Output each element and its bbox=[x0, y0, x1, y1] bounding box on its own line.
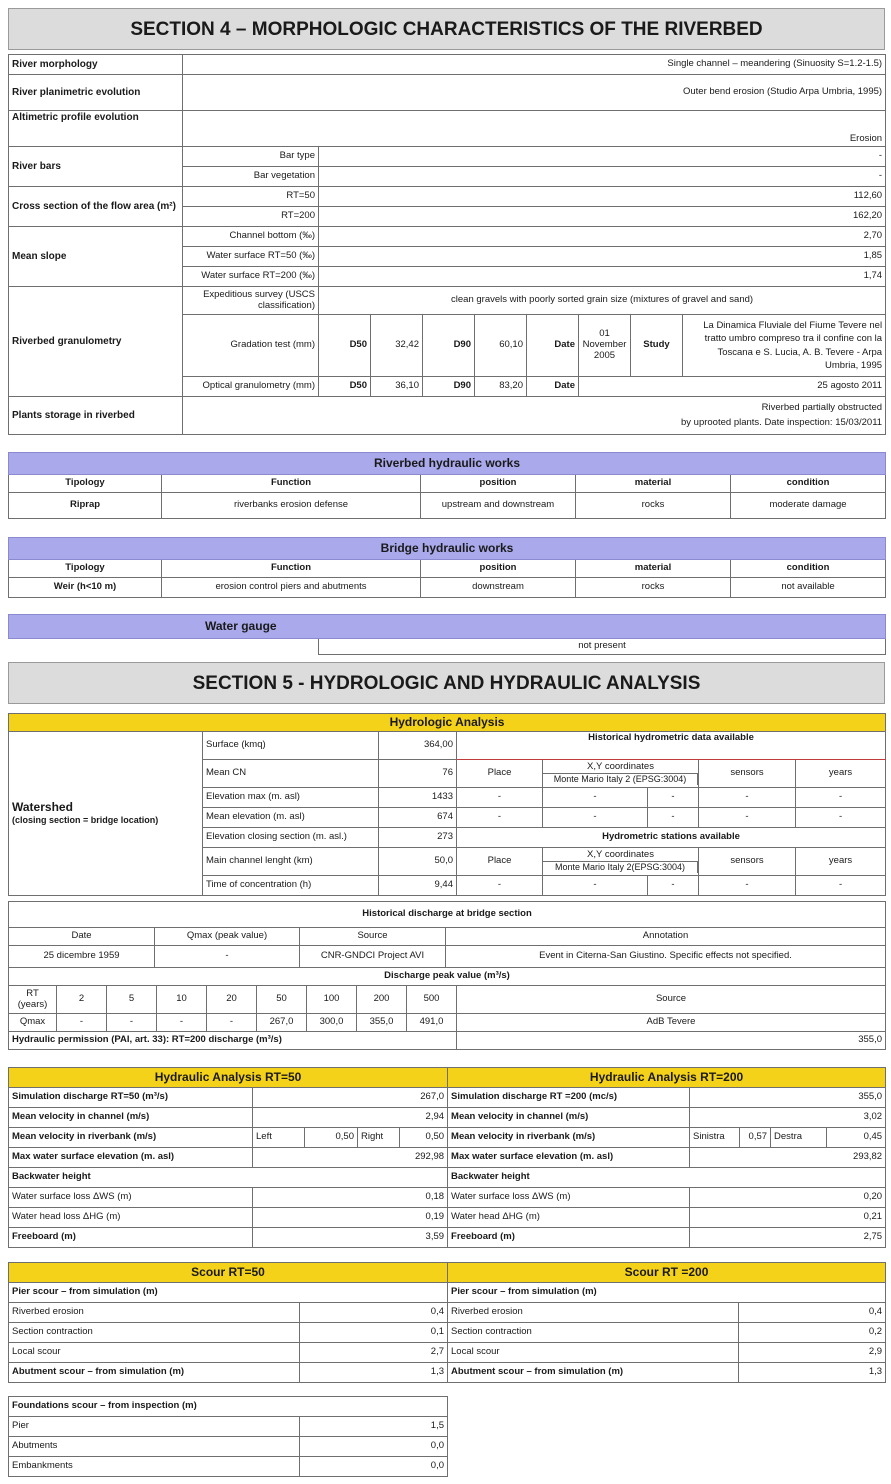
scour50-title: Scour RT=50 bbox=[9, 1263, 448, 1283]
planimetric-value: Outer bend erosion (Studio Arpa Umbria, 1995) bbox=[183, 75, 886, 111]
qmax-value: 355,0 bbox=[357, 1014, 407, 1032]
found-pier-label: Pier bbox=[9, 1417, 300, 1437]
planimetric-label: River planimetric evolution bbox=[9, 75, 183, 111]
s50-abutment-value: 1,3 bbox=[300, 1363, 448, 1383]
slope-channel-label: Channel bottom (‰) bbox=[183, 227, 319, 247]
altimetric-label: Altimetric profile evolution bbox=[9, 111, 183, 147]
morphology-label: River morphology bbox=[9, 55, 183, 75]
d90-label: D90 bbox=[423, 315, 475, 377]
historical-discharge-table bbox=[8, 901, 885, 968]
riverbed-works-table bbox=[8, 452, 885, 519]
plants-value bbox=[183, 397, 886, 435]
water-gauge-value: not present bbox=[319, 639, 886, 655]
h200-ws-label: Max water surface elevation (m. asl) bbox=[448, 1148, 690, 1168]
study-label: Study bbox=[631, 315, 683, 377]
peak-title: Discharge peak value (m³/s) bbox=[9, 968, 886, 986]
gradation-label: Gradation test (mm) bbox=[183, 315, 319, 377]
h50-free-label: Freeboard (m) bbox=[9, 1228, 253, 1248]
s50-contraction-value: 0,1 bbox=[300, 1323, 448, 1343]
section5-title: SECTION 5 - HYDROLOGIC AND HYDRAULIC ANALYSIS bbox=[8, 662, 885, 704]
st-coords-title: X,Y coordinates bbox=[587, 849, 654, 861]
s50-local-label: Local scour bbox=[9, 1343, 300, 1363]
param-value: 76 bbox=[379, 760, 457, 788]
bw-header-function: Function bbox=[162, 560, 421, 578]
st-coords-sub: Monte Mario Italy 2(EPSG:3004) bbox=[543, 861, 698, 872]
permission-label: Hydraulic permission (PAI, art. 33): RT=200 discharge (m³/s) bbox=[9, 1032, 457, 1050]
bar-type-value: - bbox=[319, 147, 886, 167]
rw-position: upstream and downstream bbox=[421, 493, 576, 519]
slope-ws200-label: Water surface RT=200 (‰) bbox=[183, 267, 319, 287]
h50-right-value: 0,50 bbox=[400, 1128, 448, 1148]
h50-head-value: 0,19 bbox=[253, 1208, 448, 1228]
s50-abutment-label: Abutment scour – from simulation (m) bbox=[9, 1363, 300, 1383]
hydrologic-table: Hydrologic Analysis Watershed (closing section = bridge location) Surface (kmq) 364,00 Historical hydrometric data available Mean CN 76 Place X,Y coordinates Monte Mario Italy 2 (EPSG:3004) sensors years Elevation max (m. asl) 1433 - - - - - Mean elevation (m. asl) 674 - - - - - Elevation closing section (m. asl.) 273 Hydrometric stations available Main channel lenght (km) 50,0 Place X,Y coordinates Monte Mario Italy 2(EPSG:3004) sensors years Time of concentration (h) 9,44 - - - - - bbox=[8, 713, 885, 896]
h50-bank-label: Mean velocity in riverbank (m/s) bbox=[9, 1128, 253, 1148]
riverbed-works-title: Riverbed hydraulic works bbox=[9, 453, 886, 475]
st-place-header: Place bbox=[457, 848, 543, 876]
opt-date-value: 25 agosto 2011 bbox=[579, 377, 886, 397]
rw-condition: moderate damage bbox=[731, 493, 886, 519]
hist-annotation-header: Annotation bbox=[446, 928, 886, 946]
cross-rt200-label: RT=200 bbox=[183, 207, 319, 227]
bar-veg-value: - bbox=[319, 167, 886, 187]
slope-ws200-value: 1,74 bbox=[319, 267, 886, 287]
h200-backwater-label: Backwater height bbox=[448, 1168, 886, 1188]
h200-right-value: 0,45 bbox=[827, 1128, 886, 1148]
param-label: Elevation max (m. asl) bbox=[203, 788, 379, 808]
hist-qmax: - bbox=[155, 946, 300, 968]
hist-place-header: Place bbox=[457, 760, 543, 788]
cross-rt200-value: 162,20 bbox=[319, 207, 886, 227]
plants-value-line2: by uprooted plants. Date inspection: 15/03/2011 bbox=[681, 416, 883, 428]
table-row bbox=[9, 493, 886, 519]
h200-head-label: Water head ΔHG (m) bbox=[448, 1208, 690, 1228]
rw-header-function: Function bbox=[162, 475, 421, 493]
param-label: Surface (kmq) bbox=[203, 732, 379, 760]
slope-ws50-value: 1,85 bbox=[319, 247, 886, 267]
table-row bbox=[9, 946, 886, 968]
bridge-works-title: Bridge hydraulic works bbox=[9, 538, 886, 560]
h200-ws-value: 293,82 bbox=[690, 1148, 886, 1168]
s50-contraction-label: Section contraction bbox=[9, 1323, 300, 1343]
s200-local-label: Local scour bbox=[448, 1343, 739, 1363]
expeditious-label: Expeditious survey (USCS classification) bbox=[183, 287, 319, 315]
slope-label: Mean slope bbox=[9, 227, 183, 287]
slope-channel-value: 2,70 bbox=[319, 227, 886, 247]
slope-ws50-label: Water surface RT=50 (‰) bbox=[183, 247, 319, 267]
scour200-title: Scour RT =200 bbox=[448, 1263, 886, 1283]
param-label: Mean CN bbox=[203, 760, 379, 788]
opt-d90-value: 83,20 bbox=[475, 377, 527, 397]
h50-sim-label: Simulation discharge RT=50 (m³/s) bbox=[9, 1088, 253, 1108]
d50-value: 32,42 bbox=[371, 315, 423, 377]
st-coords-header bbox=[543, 848, 699, 876]
date-value: 01 November 2005 bbox=[579, 315, 631, 377]
peak-values-table bbox=[8, 967, 885, 1050]
rw-header-tipology: Tipology bbox=[9, 475, 162, 493]
param-value: 9,44 bbox=[379, 876, 457, 896]
hist-hydro-title: Historical hydrometric data available bbox=[457, 732, 886, 760]
rt-value: 20 bbox=[207, 986, 257, 1014]
hist-date-header: Date bbox=[9, 928, 155, 946]
hist-coords-title: X,Y coordinates bbox=[587, 761, 654, 773]
plants-value-line1: Riverbed partially obstructed bbox=[761, 402, 883, 414]
water-gauge-title: Water gauge bbox=[9, 615, 886, 639]
qmax-label: Qmax bbox=[9, 1014, 57, 1032]
param-value: 674 bbox=[379, 808, 457, 828]
h50-ws-value: 292,98 bbox=[253, 1148, 448, 1168]
bar-veg-label: Bar vegetation bbox=[183, 167, 319, 187]
rw-header-material: material bbox=[576, 475, 731, 493]
rw-header-position: position bbox=[421, 475, 576, 493]
h50-free-value: 3,59 bbox=[253, 1228, 448, 1248]
d50-label: D50 bbox=[319, 315, 371, 377]
rt-value: 100 bbox=[307, 986, 357, 1014]
hist-coords-sub: Monte Mario Italy 2 (EPSG:3004) bbox=[543, 773, 698, 784]
morphology-value: Single channel – meandering (Sinuosity S=1.2-1.5) bbox=[183, 55, 886, 75]
qmax-value: - bbox=[157, 1014, 207, 1032]
s200-erosion-value: 0,4 bbox=[739, 1303, 886, 1323]
rt-value: 500 bbox=[407, 986, 457, 1014]
opt-d50-label: D50 bbox=[319, 377, 371, 397]
qmax-value: 267,0 bbox=[257, 1014, 307, 1032]
cross-rt50-value: 112,60 bbox=[319, 187, 886, 207]
rt-value: 200 bbox=[357, 986, 407, 1014]
granulometry-label: Riverbed granulometry bbox=[9, 287, 183, 397]
bridge-works-table bbox=[8, 537, 885, 598]
s200-pier-label: Pier scour – from simulation (m) bbox=[448, 1283, 886, 1303]
water-gauge-table bbox=[8, 614, 885, 655]
bars-label: River bars bbox=[9, 147, 183, 187]
s200-abutment-value: 1,3 bbox=[739, 1363, 886, 1383]
foundations-title: Foundations scour – from inspection (m) bbox=[9, 1397, 448, 1417]
h200-free-label: Freeboard (m) bbox=[448, 1228, 690, 1248]
qmax-value: 491,0 bbox=[407, 1014, 457, 1032]
param-label: Time of concentration (h) bbox=[203, 876, 379, 896]
param-value: 1433 bbox=[379, 788, 457, 808]
s200-local-value: 2,9 bbox=[739, 1343, 886, 1363]
s200-erosion-label: Riverbed erosion bbox=[448, 1303, 739, 1323]
s50-erosion-label: Riverbed erosion bbox=[9, 1303, 300, 1323]
h200-sim-label: Simulation discharge RT =200 (mc/s) bbox=[448, 1088, 690, 1108]
morphology-table bbox=[8, 54, 885, 435]
rt-value: 5 bbox=[107, 986, 157, 1014]
rt-value: 10 bbox=[157, 986, 207, 1014]
bw-condition: not available bbox=[731, 578, 886, 598]
hist-years-header: years bbox=[796, 760, 886, 788]
h50-left-value: 0,50 bbox=[305, 1128, 358, 1148]
rw-header-condition: condition bbox=[731, 475, 886, 493]
section4-title: SECTION 4 – MORPHOLOGIC CHARACTERISTICS OF THE RIVERBED bbox=[8, 8, 885, 50]
hist-date: 25 dicembre 1959 bbox=[9, 946, 155, 968]
bar-type-label: Bar type bbox=[183, 147, 319, 167]
opt-date-label: Date bbox=[527, 377, 579, 397]
bw-material: rocks bbox=[576, 578, 731, 598]
peak-source-value: AdB Tevere bbox=[457, 1014, 886, 1032]
qmax-value: - bbox=[207, 1014, 257, 1032]
scour-table bbox=[8, 1262, 885, 1383]
hist-qmax-header: Qmax (peak value) bbox=[155, 928, 300, 946]
s200-contraction-label: Section contraction bbox=[448, 1323, 739, 1343]
hist-annotation: Event in Citerna-San Giustino. Specific effects not specified. bbox=[446, 946, 886, 968]
hist-source-header: Source bbox=[300, 928, 446, 946]
qmax-value: - bbox=[57, 1014, 107, 1032]
table-row bbox=[9, 578, 886, 598]
hist-coords-header bbox=[543, 760, 699, 788]
date-label: Date bbox=[527, 315, 579, 377]
param-label: Main channel lenght (km) bbox=[203, 848, 379, 876]
h200-sim-value: 355,0 bbox=[690, 1088, 886, 1108]
hydrologic-title: Hydrologic Analysis bbox=[9, 714, 886, 732]
hist-discharge-title: Historical discharge at bridge section bbox=[9, 902, 886, 928]
rw-function: riverbanks erosion defense bbox=[162, 493, 421, 519]
st-years-header: years bbox=[796, 848, 886, 876]
s200-abutment-label: Abutment scour – from simulation (m) bbox=[448, 1363, 739, 1383]
h50-vel-value: 2,94 bbox=[253, 1108, 448, 1128]
s50-local-value: 2,7 bbox=[300, 1343, 448, 1363]
expeditious-value: clean gravels with poorly sorted grain size (mixtures of gravel and sand) bbox=[319, 287, 886, 315]
study-value: La Dinamica Fluviale del Fiume Tevere nel tratto umbro compreso tra il confine con la Toscana e S. Lucia, A. B. Tevere - Arpa Umbria, 1995 bbox=[683, 315, 886, 377]
d90-value: 60,10 bbox=[475, 315, 527, 377]
found-emb-label: Embankments bbox=[9, 1457, 300, 1477]
watershed-cell bbox=[9, 732, 203, 896]
h50-vel-label: Mean velocity in channel (m/s) bbox=[9, 1108, 253, 1128]
param-label: Mean elevation (m. asl) bbox=[203, 808, 379, 828]
peak-source-label: Source bbox=[457, 986, 886, 1014]
found-emb-value: 0,0 bbox=[300, 1457, 448, 1477]
altimetric-value: Erosion bbox=[183, 111, 886, 147]
bw-header-position: position bbox=[421, 560, 576, 578]
param-value: 364,00 bbox=[379, 732, 457, 760]
rt-value: 50 bbox=[257, 986, 307, 1014]
bw-header-material: material bbox=[576, 560, 731, 578]
hist-source: CNR-GNDCI Project AVI bbox=[300, 946, 446, 968]
optical-label: Optical granulometry (mm) bbox=[183, 377, 319, 397]
param-value: 273 bbox=[379, 828, 457, 848]
h50-backwater-label: Backwater height bbox=[9, 1168, 448, 1188]
h200-free-value: 2,75 bbox=[690, 1228, 886, 1248]
rw-tipology: Riprap bbox=[9, 493, 162, 519]
bw-tipology: Weir (h<10 m) bbox=[9, 578, 162, 598]
h200-loss-label: Water surface loss ΔWS (m) bbox=[448, 1188, 690, 1208]
h200-loss-value: 0,20 bbox=[690, 1188, 886, 1208]
watershed-sub: (closing section = bridge location) bbox=[12, 815, 159, 826]
h50-sim-value: 267,0 bbox=[253, 1088, 448, 1108]
h200-right-label: Destra bbox=[771, 1128, 827, 1148]
qmax-value: - bbox=[107, 1014, 157, 1032]
h50-left-label: Left bbox=[253, 1128, 305, 1148]
hydraulic-table bbox=[8, 1067, 885, 1248]
h50-right-label: Right bbox=[358, 1128, 400, 1148]
permission-value: 355,0 bbox=[457, 1032, 886, 1050]
rt-value: 2 bbox=[57, 986, 107, 1014]
found-abut-label: Abutments bbox=[9, 1437, 300, 1457]
param-label: Elevation closing section (m. asl.) bbox=[203, 828, 379, 848]
h200-bank-label: Mean velocity in riverbank (m/s) bbox=[448, 1128, 690, 1148]
st-sensors-header: sensors bbox=[699, 848, 796, 876]
hydraulic50-title: Hydraulic Analysis RT=50 bbox=[9, 1068, 448, 1088]
found-pier-value: 1,5 bbox=[300, 1417, 448, 1437]
h200-vel-label: Mean velocity in channel (m/s) bbox=[448, 1108, 690, 1128]
opt-d50-value: 36,10 bbox=[371, 377, 423, 397]
h200-vel-value: 3,02 bbox=[690, 1108, 886, 1128]
rt-label: RT (years) bbox=[9, 986, 57, 1014]
bw-function: erosion control piers and abutments bbox=[162, 578, 421, 598]
plants-label: Plants storage in riverbed bbox=[9, 397, 183, 435]
h200-left-label: Sinistra bbox=[690, 1128, 740, 1148]
cross-rt50-label: RT=50 bbox=[183, 187, 319, 207]
hydraulic200-title: Hydraulic Analysis RT=200 bbox=[448, 1068, 886, 1088]
cross-section-label: Cross section of the flow area (m²) bbox=[9, 187, 183, 227]
h50-head-label: Water head loss ΔHG (m) bbox=[9, 1208, 253, 1228]
foundations-table bbox=[8, 1396, 447, 1477]
watershed-label: Watershed bbox=[12, 800, 73, 815]
bw-header-tipology: Tipology bbox=[9, 560, 162, 578]
hydro-stations-title: Hydrometric stations available bbox=[457, 828, 886, 848]
h50-loss-value: 0,18 bbox=[253, 1188, 448, 1208]
opt-d90-label: D90 bbox=[423, 377, 475, 397]
h200-head-value: 0,21 bbox=[690, 1208, 886, 1228]
bw-header-condition: condition bbox=[731, 560, 886, 578]
s50-erosion-value: 0,4 bbox=[300, 1303, 448, 1323]
s200-contraction-value: 0,2 bbox=[739, 1323, 886, 1343]
qmax-value: 300,0 bbox=[307, 1014, 357, 1032]
bw-position: downstream bbox=[421, 578, 576, 598]
s50-pier-label: Pier scour – from simulation (m) bbox=[9, 1283, 448, 1303]
hist-sensors-header: sensors bbox=[699, 760, 796, 788]
h50-ws-label: Max water surface elevation (m. asl) bbox=[9, 1148, 253, 1168]
rw-material: rocks bbox=[576, 493, 731, 519]
found-abut-value: 0,0 bbox=[300, 1437, 448, 1457]
h50-loss-label: Water surface loss ΔWS (m) bbox=[9, 1188, 253, 1208]
param-value: 50,0 bbox=[379, 848, 457, 876]
h200-left-value: 0,57 bbox=[740, 1128, 771, 1148]
